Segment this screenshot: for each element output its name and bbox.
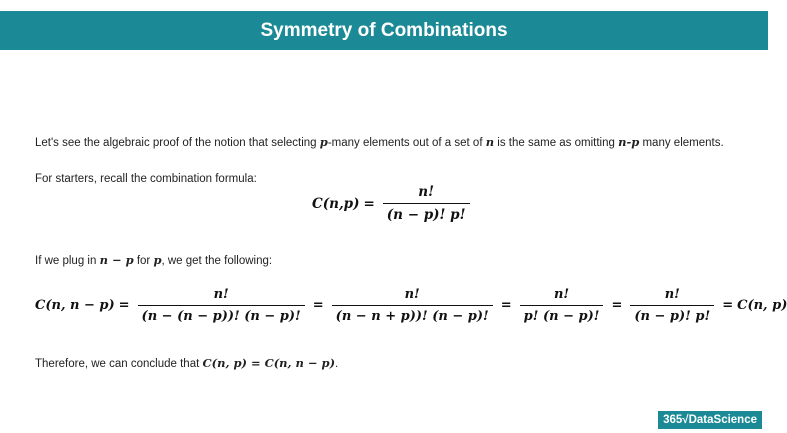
conclusion-text-1: Therefore, we can conclude that xyxy=(35,358,203,370)
formula2-equals-4: = xyxy=(611,298,623,313)
fraction-3-numerator: n! xyxy=(553,287,570,302)
fraction-3-denominator: p! (n − p)! xyxy=(520,305,604,324)
plug-text-3: , we get the following: xyxy=(161,255,273,267)
var-n: n xyxy=(485,135,495,149)
plug-text-2: for xyxy=(133,255,154,267)
fraction-1-denominator: (n − (n − p))! (n − p)! xyxy=(138,305,305,324)
combination-formula xyxy=(312,184,474,223)
formula1-denominator: (n − p)! p! xyxy=(383,203,470,223)
formula2-fraction-1 xyxy=(138,287,305,324)
formula1-numerator: n! xyxy=(418,184,435,200)
plug-var: p xyxy=(153,253,162,267)
formula2-equals-3: = xyxy=(500,298,512,313)
formula1-equals: = xyxy=(363,195,375,212)
intro-text-4: many elements. xyxy=(639,137,724,149)
conclusion-paragraph xyxy=(35,356,735,371)
fraction-2-numerator: n! xyxy=(404,287,420,302)
formula2-equals-5: = xyxy=(722,298,734,313)
formula2-rhs: C(n, p) xyxy=(737,298,787,313)
plug-text-1: If we plug in xyxy=(35,255,100,267)
symmetry-derivation xyxy=(35,287,787,324)
fraction-1-numerator: n! xyxy=(213,287,229,302)
formula2-equals-1: = xyxy=(118,298,130,313)
brand-logo: 365√DataScience xyxy=(658,411,762,429)
intro-paragraph xyxy=(35,135,735,150)
fraction-4-numerator: n! xyxy=(664,287,680,302)
conclusion-text-2: . xyxy=(335,358,339,370)
intro-text-2: -many elements out of a set of xyxy=(327,137,486,149)
var-p: p xyxy=(319,135,328,149)
formula2-lhs: C(n, n − p) xyxy=(35,298,115,313)
formula2-equals-2: = xyxy=(312,298,324,313)
formula1-fraction xyxy=(383,184,470,223)
intro-text-3: is the same as omitting xyxy=(494,137,619,149)
title-bar xyxy=(0,11,768,50)
page-title: Symmetry of Combinations xyxy=(260,19,508,41)
formula2-fraction-3 xyxy=(520,287,604,324)
n-minus-p: n-p xyxy=(618,135,640,149)
fraction-2-denominator: (n − n + p))! (n − p)! xyxy=(332,305,493,324)
starters-text: For starters, recall the combination formula: xyxy=(35,173,257,185)
formula2-fraction-4 xyxy=(630,287,714,324)
formula1-lhs: C(n,p) xyxy=(312,195,360,212)
conclusion-expr: C(n, p) = C(n, n − p) xyxy=(202,356,336,370)
intro-text-1: Let's see the algebraic proof of the notion that selecting xyxy=(35,137,320,149)
fraction-4-denominator: (n − p)! p! xyxy=(630,305,714,324)
formula2-fraction-2 xyxy=(332,287,493,324)
plug-expr: n − p xyxy=(99,253,134,267)
plug-paragraph xyxy=(35,253,735,268)
